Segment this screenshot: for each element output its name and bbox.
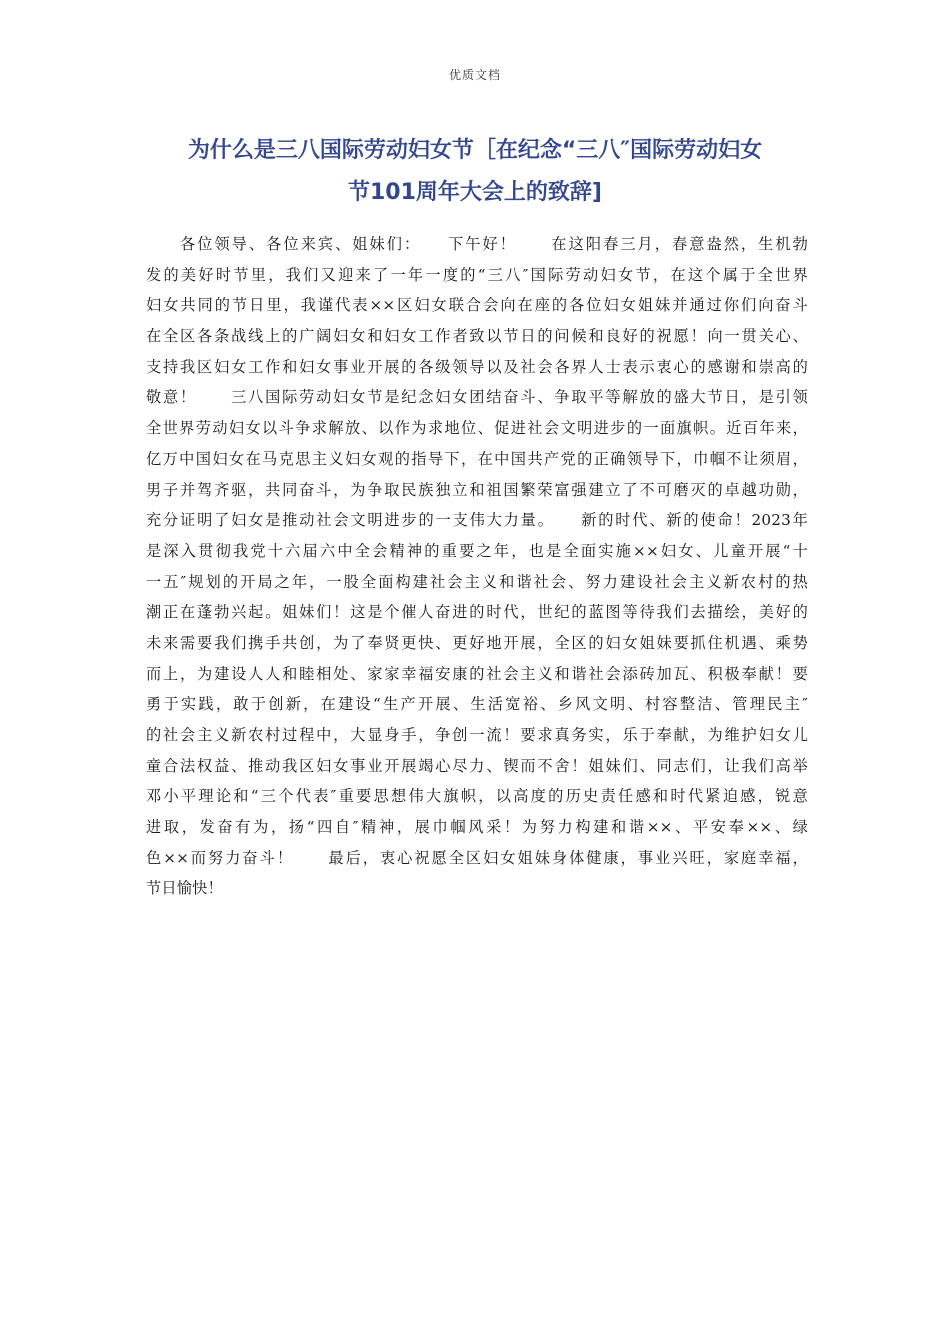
body-line: 男子并驾齐驱，共同奋斗，为争取民族独立和祖国繁荣富强建立了不可磨灭的卓越功勋， xyxy=(146,480,808,499)
body-line: 勇于实践，敢于创新，在建设“生产开展、生活宽裕、乡风文明、村容整洁、管理民主″ xyxy=(146,695,808,714)
body-line: 各位领导、各位来宾、姐妹们： 下午好！ 在这阳春三月，春意盎然，生机勃 xyxy=(180,235,808,253)
body-line: 敬意！ 三八国际劳动妇女节是纪念妇女团结奋斗、争取平等解放的盛大节日，是引领 xyxy=(146,388,808,407)
body-line: 而上，为建设人人和睦相处、家家幸福安康的社会主义和谐社会添砖加瓦、积极奉献！要 xyxy=(146,664,808,683)
body-line: 亿万中国妇女在马克思主义妇女观的指导下，在中国共产党的正确领导下，巾帼不让须眉， xyxy=(146,449,808,468)
body-line: 进取，发奋有为，扬“四自″精神，展巾帼风采！为努力构建和谐××、平安奉××、绿 xyxy=(146,818,808,837)
title-line-2: 节101周年大会上的致辞] xyxy=(348,180,602,205)
body-line: 未来需要我们携手共创，为了奉贤更快、更好地开展，全区的妇女姐妹要抓住机遇、乘势 xyxy=(146,633,808,652)
body-line: 一五″规划的开局之年，一股全面构建社会主义和谐社会、努力建设社会主义新农村的热 xyxy=(146,572,808,591)
body-line: 色××而努力奋斗！ 最后，衷心祝愿全区妇女姐妹身体健康，事业兴旺，家庭幸福， xyxy=(146,848,808,867)
document-header-label: 优质文档 xyxy=(448,68,501,82)
body-line: 支持我区妇女工作和妇女事业开展的各级领导以及社会各界人士表示衷心的感谢和崇高的 xyxy=(146,357,808,376)
body-line: 潮正在蓬勃兴起。姐妹们！这是个催人奋进的时代，世纪的蓝图等待我们去描绘，美好的 xyxy=(146,603,808,622)
body-line: 的社会主义新农村过程中，大显身手，争创一流！要求真务实，乐于奉献，为维护妇女儿 xyxy=(146,726,808,744)
body-line: 充分证明了妇女是推动社会文明进步的一支伟大力量。 新的时代、新的使命！2023年 xyxy=(146,511,808,530)
body-line: 发的美好时节里，我们又迎来了一年一度的“三八″国际劳动妇女节，在这个属于全世界 xyxy=(146,265,808,284)
body-line: 在全区各条战线上的广阔妇女和妇女工作者致以节日的问候和良好的祝愿！向一贯关心、 xyxy=(146,327,808,346)
body-line: 邓小平理论和“三个代表″重要思想伟大旗帜，以高度的历史责任感和时代紧迫感，锐意 xyxy=(146,787,808,806)
body-line: 妇女共同的节日里，我谨代表××区妇女联合会向在座的各位妇女姐妹并通过你们向奋斗 xyxy=(146,296,808,315)
body-line: 是深入贯彻我党十六届六中全会精神的重要之年，也是全面实施××妇女、儿童开展“十 xyxy=(146,541,808,560)
document-title xyxy=(140,130,810,214)
body-line: 童合法权益、推动我区妇女事业开展竭心尽力、锲而不舍！姐妹们、同志们，让我们高举 xyxy=(146,756,808,775)
body-line: 全世界劳动妇女以斗争求解放、以作为求地位、促进社会文明进步的一面旗帜。近百年来， xyxy=(146,419,808,438)
title-line-1: 为什么是三八国际劳动妇女节［在纪念“三八″国际劳动妇女 xyxy=(187,138,763,163)
document-body xyxy=(146,229,808,904)
body-line: 节日愉快！ xyxy=(146,879,223,898)
